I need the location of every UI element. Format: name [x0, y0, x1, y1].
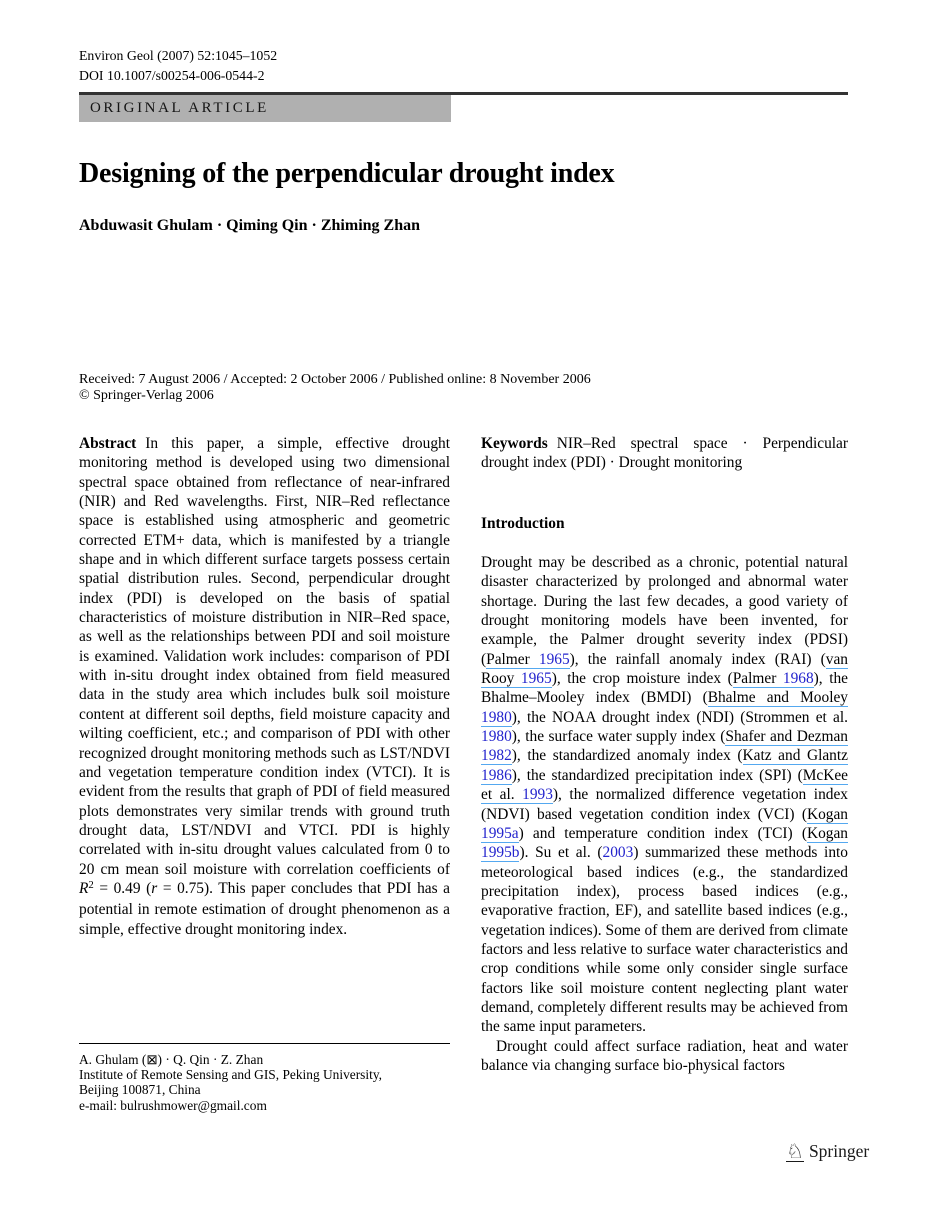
text-segment: ) and temperature condition index (TCI) (: [518, 824, 807, 842]
citation-link[interactable]: 1980: [481, 708, 512, 726]
text-segment: ), the Bhalme–Mooley index (BMDI) (: [481, 670, 848, 707]
citation-link[interactable]: 1965: [520, 670, 552, 688]
citation-link[interactable]: 1993: [522, 786, 553, 804]
keywords-paragraph: [481, 434, 848, 473]
footnote-authors: A. Ghulam (⊠) · Q. Qin · Z. Zhan: [79, 1052, 264, 1067]
author-list: Abduwasit Ghulam · Qiming Qin · Zhiming Zhan: [79, 217, 420, 234]
abstract-paragraph: [79, 434, 450, 939]
citation-link[interactable]: 1965: [538, 650, 570, 668]
text-segment: = 0.49 (: [93, 879, 152, 897]
citation-link[interactable]: Kogan: [806, 805, 848, 823]
keywords-heading: Keywords: [481, 435, 548, 452]
article-history: [79, 372, 799, 404]
citation-link[interactable]: Kogan: [806, 824, 848, 842]
footnote-affiliation: Institute of Remote Sensing and GIS, Peking University,: [79, 1067, 382, 1083]
journal-citation: Environ Geol (2007) 52:1045–1052: [79, 48, 278, 63]
text-segment: ) summarized these methods into meteorological based indices (e.g., the standardized precipitation index), process based indices (e.g., evaporative fraction, EF), and satellite based indices (e.g., vegetation indices). Some of them are derived from climate factors and less relative to surface water characteristics and crop conditions while some only consider single surface factors like soil moisture content neglecting plant water demand, completely different results may be achieved from the same input parameters.: [481, 844, 848, 1036]
page-title: Designing of the perpendicular drought index: [79, 158, 615, 189]
text-segment: ), the normalized difference vegetation index (NDVI) based vegetation condition index (VCI) (: [481, 786, 848, 823]
text-segment: ), the surface water supply index (: [511, 728, 726, 746]
citation-link[interactable]: Palmer: [486, 650, 539, 668]
right-column: [481, 434, 848, 1075]
text-segment: ), the crop moisture index (: [551, 670, 733, 688]
copyright-line: © Springer-Verlag 2006: [79, 387, 214, 403]
citation-link[interactable]: 1986: [481, 766, 512, 784]
doi-line: DOI 10.1007/s00254-006-0544-2: [79, 68, 265, 83]
citation-link[interactable]: 1980: [481, 728, 512, 746]
citation-link[interactable]: van Rooy: [481, 650, 848, 688]
text-segment: Drought may be described as a chronic, potential natural disaster characterized by prolonged and abnormal water shortage. During the last few decades, a good variety of drought monitoring models have been invented, for example, the Palmer drought severity index (PDSI) (: [481, 554, 848, 668]
text-segment: r: [151, 879, 158, 897]
text-segment: R: [79, 879, 89, 897]
text-segment: 2: [88, 879, 94, 892]
text-segment: ), the standardized precipitation index (SPI) (: [511, 766, 803, 784]
correspondence-footnote: [79, 1043, 450, 1113]
springer-knight-icon: ♘: [786, 1139, 804, 1163]
citation-link[interactable]: 1982: [481, 747, 512, 765]
citation-link[interactable]: McKee et al.: [481, 766, 848, 804]
text-segment: ), the rainfall anomaly index (RAI) (: [569, 650, 826, 668]
email-link[interactable]: e-mail: bulrushmower@gmail.com: [79, 1097, 267, 1113]
abstract-text: [79, 435, 450, 938]
introduction-paragraph-2: Drought could affect surface radiation, heat and water balance via changing surface bio-physical factors: [481, 1037, 848, 1074]
left-column: [79, 434, 450, 939]
text-segment: = 0.75). This paper concludes that PDI has a potential in remote estimation of drought phenomenon as a simple, effective drought monitoring index.: [79, 879, 450, 938]
citation-link[interactable]: 1995b: [481, 844, 520, 862]
footnote-address: Beijing 100871, China: [79, 1082, 201, 1098]
springer-logo: [786, 1141, 869, 1162]
text-segment: ), the standardized anomaly index (: [511, 747, 743, 765]
article-type-banner: ORIGINAL ARTICLE: [79, 95, 451, 122]
text-segment: In this paper, a simple, effective drought monitoring method is developed using two dimensional spectral space obtained from reflectance of near-infrared (NIR) and Red wavelengths. First, NIR–Red reflectance space is established using atmospheric and geometric corrected ETM+ data, which is manifested by a triangle shape and in which different surface targets possess certain spatial distribution rules. Second, perpendicular drought index (PDI) is developed on the basis of spatial characteristics of moisture distribution in NIR–Red space, as well as the relationships between PDI and soil moisture is examined. Validation work includes: comparison of PDI with in-situ drought index obtained from field measured data in the study area which includes bulk soil moisture content at different soil depths, field moisture capacity and wilting coefficient, etc.; and comparison of PDI with other recognized drought monitoring methods such as LST/NDVI and vegetation temperature condition index (VTCI). It is evident from the results that graph of PDI of field measured plots demonstrates very similar trends with ground truth drought data, LST/NDVI and VTCI. PDI is highly correlated with in-situ drought values calculated from 0 to 20 cm mean soil moisture with correlation coefficients of: [79, 435, 450, 878]
received-accepted-line: Received: 7 August 2006 / Accepted: 2 October 2006 / Published online: 8 November 2006: [79, 372, 591, 387]
introduction-heading: Introduction: [481, 514, 565, 532]
citation-link[interactable]: Katz and Glantz: [742, 747, 848, 765]
abstract-heading: Abstract: [79, 435, 137, 452]
citation-link[interactable]: 1995a: [481, 824, 519, 842]
citation-link[interactable]: 2003: [602, 844, 634, 862]
introduction-paragraph-1: [481, 553, 848, 1037]
citation-link[interactable]: Bhalme and Mooley: [707, 689, 848, 707]
keywords-text: NIR–Red spectral space · Perpendicular drought index (PDI) · Drought monitoring: [481, 435, 848, 472]
citation-link[interactable]: Shafer and Dezman: [725, 728, 849, 746]
text-segment: ), the NOAA drought index (NDI) (Strommen et al.: [511, 708, 848, 726]
citation-link[interactable]: Palmer: [732, 670, 783, 688]
citation-link[interactable]: 1968: [782, 670, 814, 688]
text-segment: ). Su et al. (: [519, 844, 603, 862]
springer-logo-text: Springer: [808, 1141, 870, 1161]
